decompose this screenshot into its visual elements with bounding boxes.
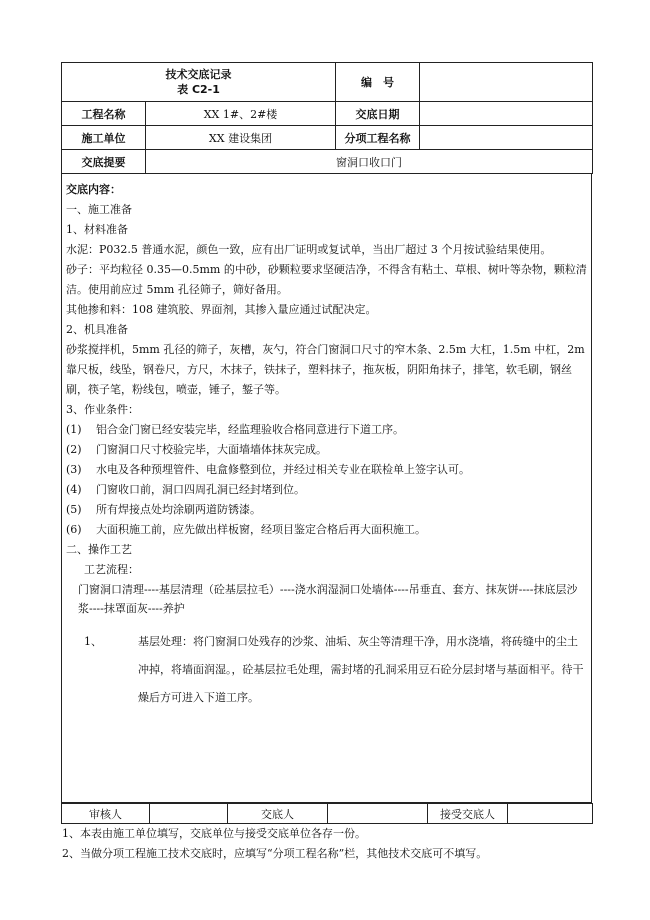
subsection-tools: 2、机具准备 xyxy=(66,323,128,336)
list-item xyxy=(66,520,587,540)
step-text: 基层处理：将门窗洞口处残存的沙浆、油垢、灰尘等清理干净，用水浇墙，将砖缝中的尘土冲掉，将墙面润湿。，砼基层拉毛处理，需封堵的孔洞采用豆石砼分层封堵与基面相平。待干燥后方可进入下道工序。 xyxy=(138,635,584,704)
briefing-content xyxy=(61,174,592,803)
subsection-materials: 1、材料准备 xyxy=(66,223,128,236)
process-label: 工艺流程： xyxy=(84,563,139,576)
tools-list: 砂浆搅拌机，5mm 孔径的筛子，灰槽，灰勺，符合门窗洞口尺寸的窄木条、2.5m 大杠，1.5m 中杠，2m 靠尺板，线坠，钢卷尺，方尺，木抹子，铁抹子，塑料抹子，拖灰板，阴阳角抹子，排笔，软毛刷，钢丝刷，筷子笔，粉线包，喷壶，锤子，錾子等。 xyxy=(66,343,585,396)
number-label: 编 号 xyxy=(336,63,420,102)
material-admixture: 其他掺和料：108 建筑胶、界面剂，其掺入量应通过试配决定。 xyxy=(66,303,377,316)
subsection-conditions: 3、作业条件： xyxy=(66,403,139,416)
condition-number: (5) xyxy=(66,503,82,516)
process-flow: 门窗洞口清理----基层清理（砼基层拉毛）----浇水润湿洞口处墙体----吊垂直、套方、抹灰饼----抹底层沙浆----抹罩面灰----养护 xyxy=(78,583,578,615)
material-cement: 水泥：P032.5 普通水泥，颜色一致，应有出厂证明或复试单，当出厂超过 3 个月按试验结果使用。 xyxy=(66,243,552,256)
condition-number: (3) xyxy=(66,463,82,476)
list-item xyxy=(66,420,587,440)
step-number: 1、 xyxy=(84,635,102,648)
material-sand: 砂子：平均粒径 0.35—0.5mm 的中砂，砂颗粒要求坚硬洁净，不得含有粘土、草根、树叶等杂物，颗粒清洁。使用前应过 5mm 孔径筛子，筛好备用。 xyxy=(66,263,587,296)
form-title-line1: 技术交底记录 xyxy=(165,68,232,81)
subproject-value[interactable] xyxy=(420,126,593,150)
content-heading: 交底内容： xyxy=(66,183,121,196)
project-name-label: 工程名称 xyxy=(62,102,146,126)
condition-text: 大面积施工前，应先做出样板窗，经项目鉴定合格后再大面积施工。 xyxy=(96,523,426,536)
condition-text: 水电及各种预埋管件、电盒修整到位，并经过相关专业在联检单上签字认可。 xyxy=(96,463,470,476)
condition-number: (4) xyxy=(66,483,82,496)
form-title-line2: 表 C2-1 xyxy=(177,83,220,96)
list-item xyxy=(66,460,587,480)
section-preparation: 一、施工准备 xyxy=(66,203,132,216)
condition-text: 铝合金门窗已经安装完毕，经监理验收合格同意进行下道工序。 xyxy=(96,423,404,436)
form-title xyxy=(62,63,336,102)
section-operation: 二、操作工艺 xyxy=(66,543,132,556)
presenter-value[interactable] xyxy=(328,804,428,824)
unit-value[interactable]: XX 建设集团 xyxy=(146,126,336,150)
header-table xyxy=(61,62,593,174)
condition-number: (1) xyxy=(66,423,82,436)
footnotes xyxy=(62,824,602,864)
subproject-label: 分项工程名称 xyxy=(336,126,420,150)
condition-text: 所有焊接点处均涂刷两道防锈漆。 xyxy=(96,503,261,516)
unit-label: 施工单位 xyxy=(62,126,146,150)
condition-number: (6) xyxy=(66,523,82,536)
date-value[interactable] xyxy=(420,102,593,126)
footnote-2: 2、当做分项工程施工技术交底时，应填写“分项工程名称”栏，其他技术交底可不填写。 xyxy=(62,847,488,860)
tech-briefing-form xyxy=(61,62,592,824)
receiver-label: 接受交底人 xyxy=(428,804,508,824)
date-label: 交底日期 xyxy=(336,102,420,126)
footnote-1: 1、本表由施工单位填写，交底单位与接受交底单位各存一份。 xyxy=(62,827,366,840)
list-item xyxy=(66,440,587,460)
presenter-label: 交底人 xyxy=(228,804,328,824)
summary-label: 交底提要 xyxy=(62,150,146,174)
list-item xyxy=(66,500,587,520)
condition-text: 门窗洞口尺寸校验完毕，大面墙墙体抹灰完成。 xyxy=(96,443,327,456)
receiver-value[interactable] xyxy=(508,804,593,824)
list-item xyxy=(66,480,587,500)
step-item xyxy=(66,628,587,712)
summary-value[interactable]: 窗洞口收口门 xyxy=(146,150,593,174)
condition-text: 门窗收口前，洞口四周孔洞已经封堵到位。 xyxy=(96,483,305,496)
signature-table xyxy=(61,803,593,824)
condition-number: (2) xyxy=(66,443,82,456)
project-name-value[interactable]: XX 1#、2#楼 xyxy=(146,102,336,126)
number-value[interactable] xyxy=(420,63,593,102)
reviewer-label: 审核人 xyxy=(62,804,150,824)
reviewer-value[interactable] xyxy=(150,804,228,824)
